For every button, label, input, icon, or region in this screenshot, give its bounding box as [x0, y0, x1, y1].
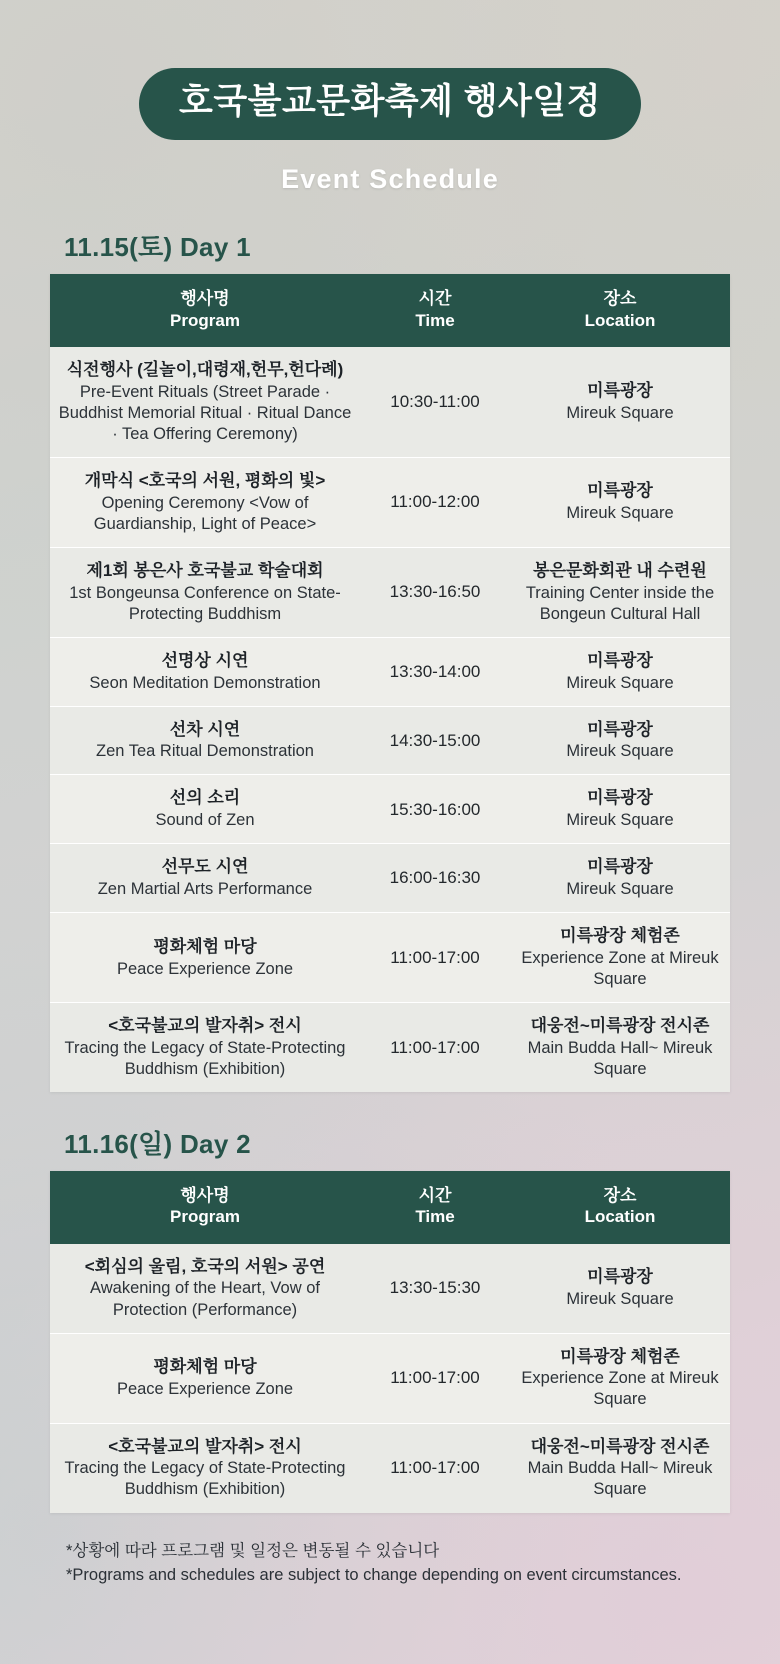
cell-time: 11:00-17:00: [360, 1333, 510, 1423]
cell-location: [510, 844, 730, 913]
location-en: Main Budda Hall~ Mireuk Square: [527, 1459, 713, 1499]
column-header-location-en: Location: [584, 1207, 656, 1227]
program-en: Pre-Event Rituals (Street Parade · Buddhist Memorial Ritual · Ritual Dance · Tea Offering Ceremony): [58, 382, 352, 443]
table-row: [50, 1244, 730, 1333]
schedule-table-day-2: [50, 1171, 730, 1512]
program-ko: 선의 소리: [169, 788, 241, 808]
cell-location: [510, 913, 730, 1003]
column-header-time-en: Time: [415, 1207, 455, 1227]
program-en: Opening Ceremony <Vow of Guardianship, Light of Peace>: [93, 493, 317, 533]
day-2-heading: 11.16(일) Day 2: [64, 1129, 251, 1160]
page-title: 호국불교문화축제 행사일정: [139, 68, 641, 140]
program-ko: <호국불교의 발자취> 전시: [108, 1436, 302, 1456]
table-row: [50, 844, 730, 913]
column-header-location-ko: 장소: [603, 1186, 637, 1206]
location-ko: 미륵광장: [587, 719, 653, 739]
location-en: Mireuk Square: [566, 811, 674, 830]
cell-location: [510, 547, 730, 637]
cell-program: [50, 347, 360, 458]
location-ko: 미륵광장 체험존: [560, 926, 680, 946]
location-ko: 미륵광장: [587, 650, 653, 670]
location-en: Mireuk Square: [566, 673, 674, 692]
location-ko: 대웅전~미륵광장 전시존: [530, 1016, 710, 1036]
cell-program: [50, 547, 360, 637]
column-header-time: [360, 1171, 510, 1244]
column-header-time: [360, 274, 510, 347]
program-ko: 평화체험 마당: [153, 936, 257, 956]
location-en: Main Budda Hall~ Mireuk Square: [527, 1038, 713, 1079]
program-ko: <회심의 울림, 호국의 서원> 공연: [84, 1256, 326, 1276]
cell-location: [510, 1423, 730, 1512]
column-header-program-ko: 행사명: [180, 1186, 230, 1206]
program-ko: 선명상 시연: [161, 650, 249, 670]
location-ko: 미륵광장: [587, 788, 653, 808]
title-container: [38, 0, 742, 140]
location-en: Mireuk Square: [566, 403, 674, 422]
cell-location: [510, 775, 730, 844]
location-ko: 미륵광장: [587, 1267, 653, 1287]
program-en: Tracing the Legacy of State-Protecting Buddhism (Exhibition): [64, 1038, 346, 1079]
program-en: Awakening of the Heart, Vow of Protection (Performance): [90, 1279, 320, 1319]
program-en: Zen Martial Arts Performance: [97, 880, 313, 899]
program-en: Peace Experience Zone: [116, 959, 294, 978]
table-header-row: [50, 274, 730, 347]
location-ko: 대웅전~미륵광장 전시존: [530, 1436, 710, 1456]
program-ko: 개막식 <호국의 서원, 평화의 빛>: [84, 470, 326, 490]
table-body-day-1: [50, 347, 730, 1092]
table-row: [50, 637, 730, 706]
column-header-location-ko: 장소: [603, 289, 637, 309]
table-row: [50, 347, 730, 458]
cell-time: 13:30-15:30: [360, 1244, 510, 1333]
location-ko: 미륵광장: [587, 857, 653, 877]
program-en: Zen Tea Ritual Demonstration: [96, 742, 314, 761]
location-ko: 미륵광장: [587, 380, 653, 400]
cell-program: [50, 706, 360, 775]
schedule-table-day-1: [50, 274, 730, 1092]
location-en: Experience Zone at Mireuk Square: [521, 1369, 719, 1409]
table-row: [50, 1423, 730, 1512]
cell-time: 10:30-11:00: [360, 347, 510, 458]
location-ko: 미륵광장 체험존: [560, 1346, 680, 1366]
cell-time: 11:00-17:00: [360, 1003, 510, 1092]
column-header-program: [50, 1171, 360, 1244]
cell-time: 13:30-16:50: [360, 547, 510, 637]
location-en: Mireuk Square: [566, 1289, 674, 1308]
table-body-day-2: [50, 1244, 730, 1513]
table-header-row: [50, 1171, 730, 1244]
column-header-program-en: Program: [170, 1207, 240, 1227]
program-ko: 제1회 봉은사 호국불교 학술대회: [86, 560, 324, 580]
cell-location: [510, 1003, 730, 1092]
cell-program: [50, 1333, 360, 1423]
program-ko: 평화체험 마당: [153, 1357, 257, 1377]
location-ko: 미륵광장: [587, 481, 653, 501]
cell-time: 15:30-16:00: [360, 775, 510, 844]
cell-location: [510, 1333, 730, 1423]
footnote-ko: *상황에 따라 프로그램 및 일정은 변동될 수 있습니다: [66, 1541, 440, 1560]
cell-program: [50, 775, 360, 844]
table-row: [50, 775, 730, 844]
program-en: Tracing the Legacy of State-Protecting Buddhism (Exhibition): [64, 1459, 346, 1499]
column-header-time-ko: 시간: [418, 289, 452, 309]
program-ko: 선무도 시연: [161, 857, 249, 877]
program-en: Sound of Zen: [155, 811, 255, 830]
column-header-time-en: Time: [415, 310, 455, 330]
column-header-time-ko: 시간: [418, 1186, 452, 1206]
cell-program: [50, 1423, 360, 1512]
day-1-heading: 11.15(토) Day 1: [64, 232, 251, 263]
cell-program: [50, 1244, 360, 1333]
column-header-location-en: Location: [584, 310, 656, 330]
footnotes: [66, 1539, 742, 1589]
program-ko: 선차 시연: [169, 719, 241, 739]
column-header-location: [510, 274, 730, 347]
location-en: Training Center inside the Bongeun Cultural Hall: [525, 583, 715, 623]
cell-time: 16:00-16:30: [360, 844, 510, 913]
cell-location: [510, 706, 730, 775]
cell-program: [50, 637, 360, 706]
program-en: Seon Meditation Demonstration: [89, 673, 321, 692]
table-row: [50, 706, 730, 775]
cell-time: 13:30-14:00: [360, 637, 510, 706]
cell-program: [50, 1003, 360, 1092]
column-header-program-en: Program: [170, 310, 240, 330]
page-subtitle: Event Schedule: [281, 164, 499, 195]
program-ko: <호국불교의 발자취> 전시: [108, 1016, 302, 1036]
program-ko: 식전행사 (길놀이,대령재,헌무,헌다례): [66, 359, 344, 379]
column-header-program: [50, 274, 360, 347]
table-row: [50, 547, 730, 637]
cell-time: 11:00-17:00: [360, 1423, 510, 1512]
cell-time: 14:30-15:00: [360, 706, 510, 775]
table-header-day-2: [50, 1171, 730, 1244]
location-en: Experience Zone at Mireuk Square: [521, 948, 719, 989]
column-header-location: [510, 1171, 730, 1244]
table-row: [50, 1333, 730, 1423]
cell-location: [510, 637, 730, 706]
location-en: Mireuk Square: [566, 504, 674, 523]
cell-location: [510, 1244, 730, 1333]
program-en: Peace Experience Zone: [116, 1379, 294, 1398]
cell-time: 11:00-12:00: [360, 457, 510, 547]
cell-program: [50, 913, 360, 1003]
column-header-program-ko: 행사명: [180, 289, 230, 309]
program-en: 1st Bongeunsa Conference on State-Protecting Buddhism: [69, 583, 341, 623]
location-ko: 봉은문화회관 내 수련원: [533, 560, 707, 580]
location-en: Mireuk Square: [566, 880, 674, 899]
table-row: [50, 1003, 730, 1092]
cell-time: 11:00-17:00: [360, 913, 510, 1003]
location-en: Mireuk Square: [566, 742, 674, 761]
table-row: [50, 913, 730, 1003]
cell-program: [50, 457, 360, 547]
cell-location: [510, 457, 730, 547]
table-header-day-1: [50, 274, 730, 347]
cell-location: [510, 347, 730, 458]
footnote-en: *Programs and schedules are subject to change depending on event circumstances.: [66, 1566, 682, 1585]
cell-program: [50, 844, 360, 913]
table-row: [50, 457, 730, 547]
